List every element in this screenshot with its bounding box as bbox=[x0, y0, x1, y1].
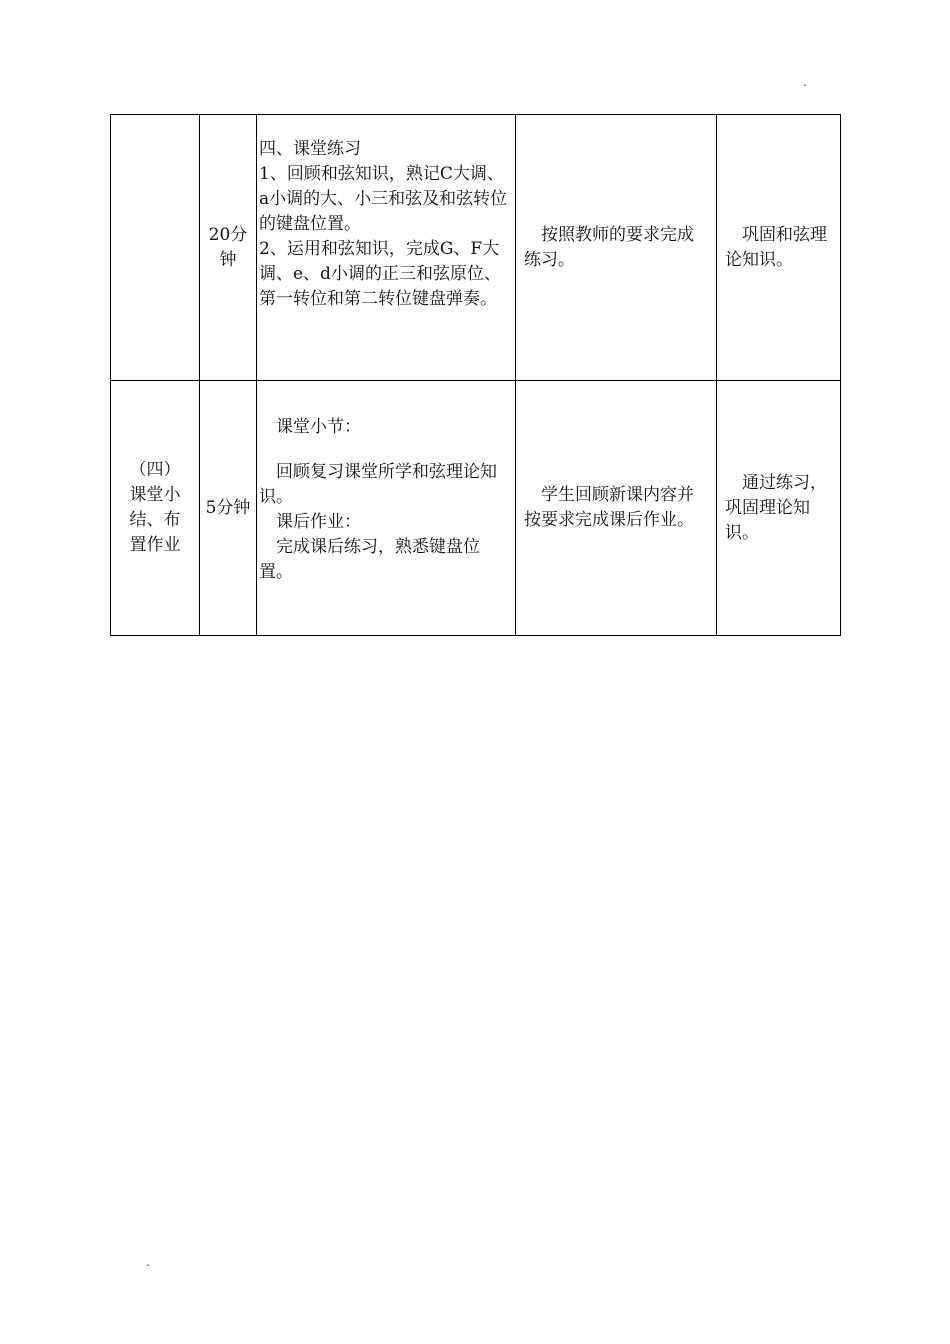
time-cell: 20分钟 bbox=[200, 115, 257, 381]
stage-cell: （四）课堂小结、布置作业 bbox=[111, 381, 200, 636]
summary-text: 回顾复习课堂所学和弦理论知识。 bbox=[259, 462, 497, 507]
content-cell bbox=[257, 115, 516, 381]
content-item-2: 2、运用和弦知识，完成G、F大调、e、d小调的正三和弦原位、第一转位和第二转位键盘弹奏。 bbox=[259, 239, 501, 309]
content-item-1: 1、回顾和弦知识，熟记C大调、a小调的大、小三和弦及和弦转位的键盘位置。 bbox=[259, 164, 508, 234]
student-activity-cell: 按照教师的要求完成练习。 bbox=[516, 115, 717, 381]
stage-cell bbox=[111, 115, 200, 381]
lesson-plan-table bbox=[110, 114, 841, 636]
page-mark-top: . bbox=[803, 75, 807, 89]
homework-text: 完成课后练习，熟悉键盘位置。 bbox=[259, 537, 480, 582]
content-cell bbox=[257, 381, 516, 636]
table-row bbox=[111, 115, 841, 381]
page-mark-bottom: . bbox=[146, 1255, 150, 1269]
student-activity-cell: 学生回顾新课内容并按要求完成课后作业。 bbox=[516, 381, 717, 636]
table-row bbox=[111, 381, 841, 636]
summary-title: 课堂小节： bbox=[276, 417, 361, 437]
content-heading: 四、课堂练习 bbox=[259, 139, 361, 159]
time-cell: 5分钟 bbox=[200, 381, 257, 636]
design-intent-cell: 巩固和弦理论知识。 bbox=[717, 115, 841, 381]
design-intent-cell: 通过练习，巩固理论知识。 bbox=[717, 381, 841, 636]
homework-title: 课后作业： bbox=[276, 512, 361, 532]
